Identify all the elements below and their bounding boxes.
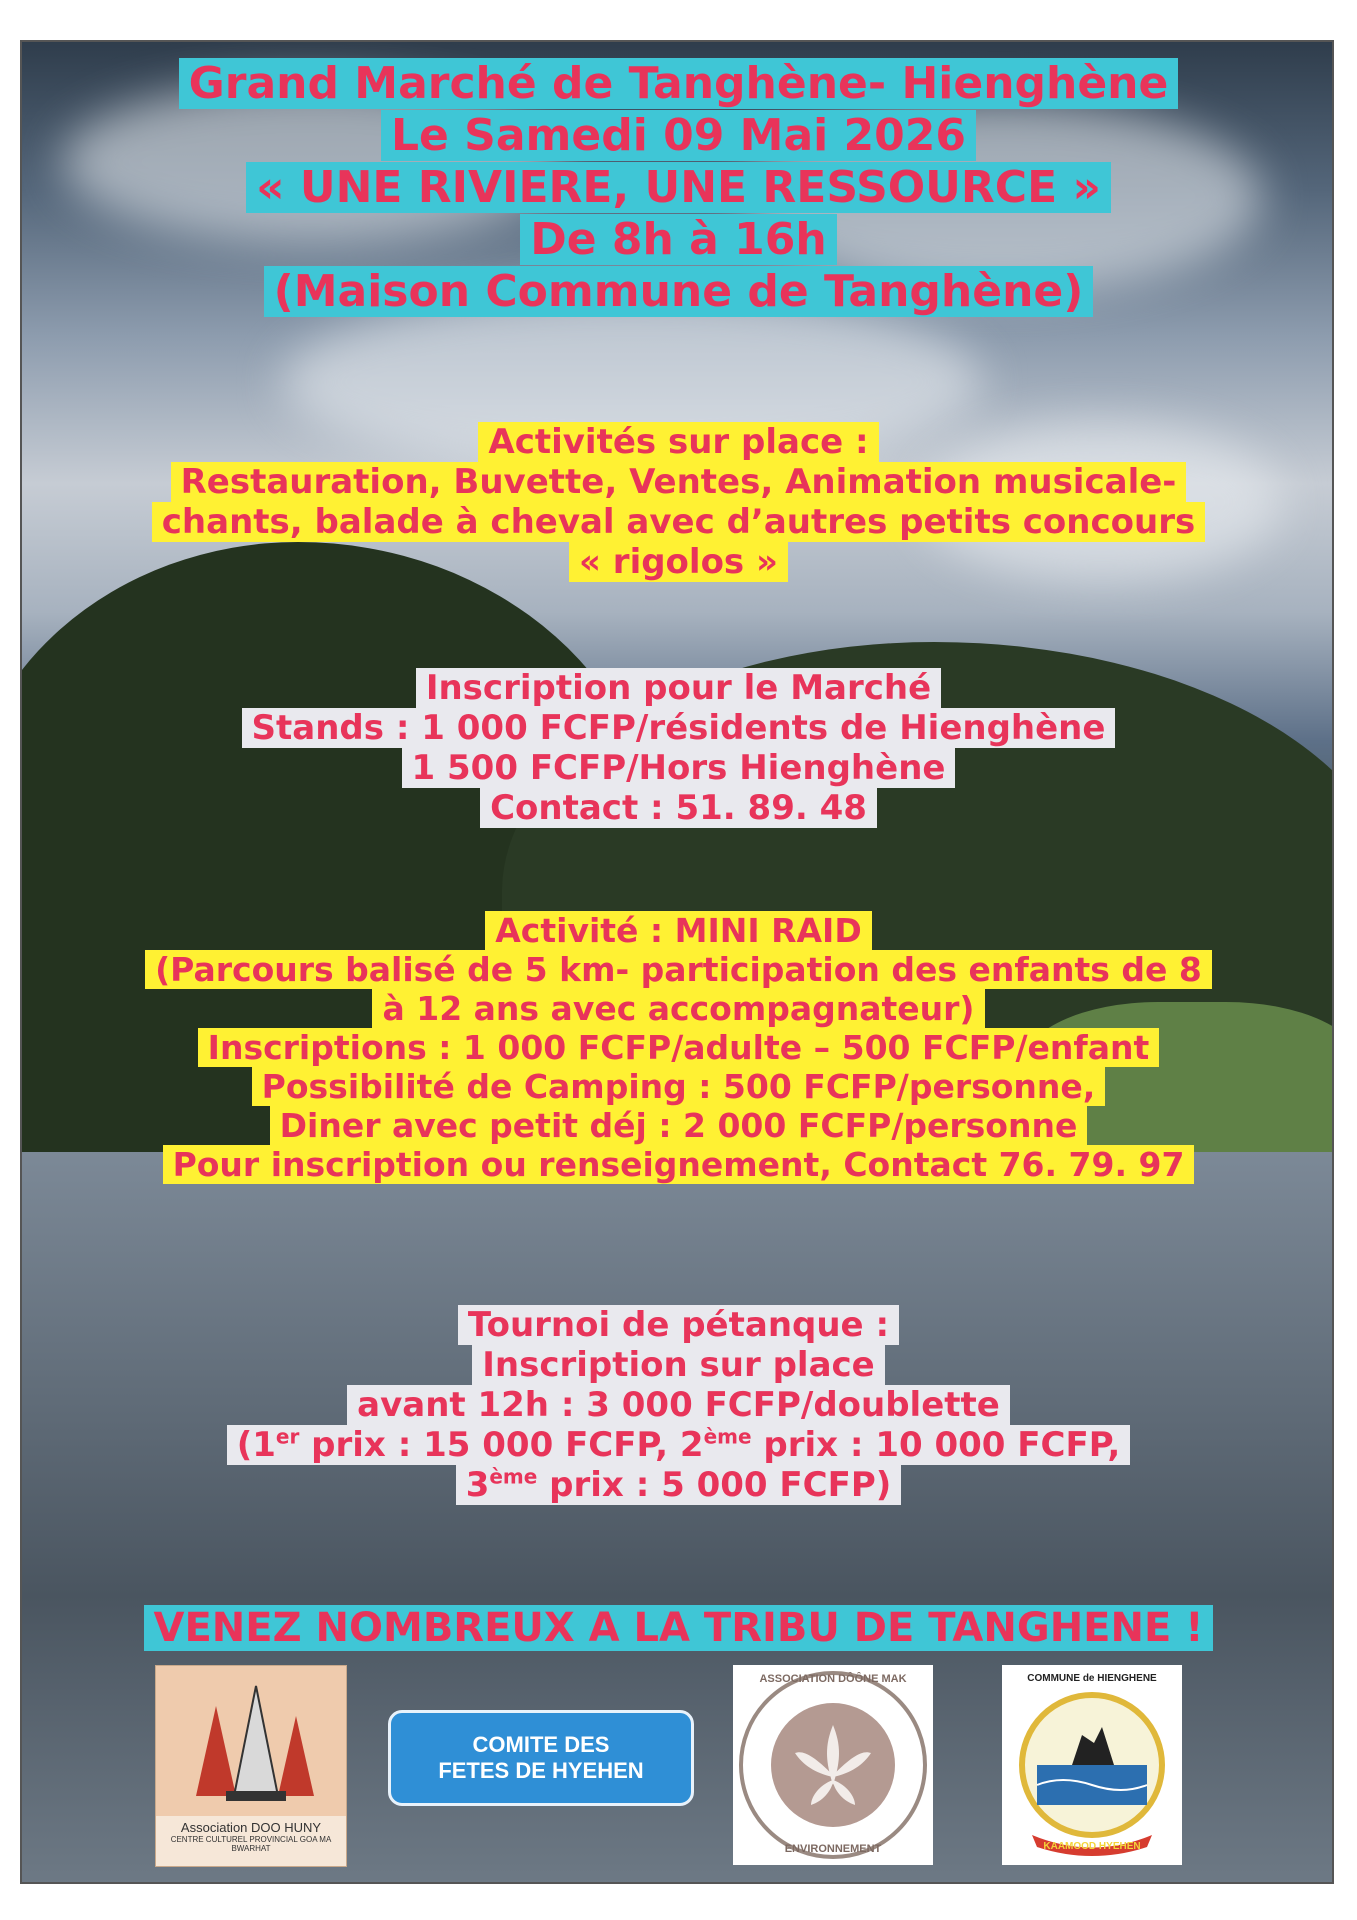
raid-heading: Activité : MINI RAID: [485, 911, 871, 950]
event-venue: (Maison Commune de Tanghène): [264, 266, 1094, 317]
raid-line: Possibilité de Camping : 500 FCFP/personne,: [252, 1067, 1106, 1106]
market-line: Stands : 1 000 FCFP/résidents de Hienghène: [242, 708, 1116, 748]
commune-top-text: COMMUNE de HIENGHENE: [1027, 1673, 1157, 1684]
petanque-heading: Tournoi de pétanque :: [458, 1305, 899, 1345]
doo-huny-name: Association DOO HUNY: [180, 1820, 322, 1835]
prize-text: prix : 15 000 FCFP, 2: [299, 1425, 704, 1466]
raid-block: [0, 912, 1357, 1185]
comite-line: FETES DE HYEHEN: [438, 1758, 644, 1783]
petanque-line: avant 12h : 3 000 FCFP/doublette: [347, 1385, 1010, 1425]
raid-line: Inscriptions : 1 000 FCFP/adulte – 500 FCFP/enfant: [198, 1028, 1160, 1067]
prize-text: 3: [465, 1465, 490, 1506]
prize-sup: ème: [703, 1425, 752, 1449]
prize-text: (1: [236, 1425, 276, 1466]
comite-line: COMITE DES: [472, 1732, 610, 1757]
doone-bottom-text: ENVIRONNEMENT: [784, 1843, 882, 1855]
market-block: [0, 668, 1357, 828]
event-date: Le Samedi 09 Mai 2026: [381, 110, 976, 161]
activities-block: [0, 422, 1357, 582]
slogan-block: [0, 1605, 1357, 1652]
doo-huny-logo: [155, 1665, 347, 1867]
prize-text: prix : 5 000 FCFP): [537, 1465, 892, 1506]
market-line: 1 500 FCFP/Hors Hienghène: [402, 748, 956, 788]
doo-huny-emblem-icon: [156, 1666, 346, 1816]
activities-line: « rigolos »: [569, 542, 788, 582]
activities-heading: Activités sur place :: [478, 422, 878, 462]
market-contact: Contact : 51. 89. 48: [480, 788, 877, 828]
activities-line: Restauration, Buvette, Ventes, Animation musicale-: [171, 462, 1187, 502]
petanque-block: [0, 1305, 1357, 1506]
raid-line: (Parcours balisé de 5 km- participation des enfants de 8: [145, 950, 1212, 989]
raid-contact: Pour inscription ou renseignement, Contact 76. 79. 97: [163, 1145, 1195, 1184]
commune-bottom-text: KAAMOOD HYEHEN: [1043, 1841, 1141, 1852]
commune-emblem-icon: [1002, 1665, 1182, 1865]
market-heading: Inscription pour le Marché: [416, 668, 941, 708]
logos-row: [0, 1665, 1357, 1865]
raid-line: Diner avec petit déj : 2 000 FCFP/personne: [270, 1106, 1088, 1145]
prize-sup: er: [275, 1425, 300, 1449]
commune-hienghene-logo: [1002, 1665, 1182, 1865]
event-theme: « UNE RIVIERE, UNE RESSOURCE »: [246, 162, 1111, 213]
header-block: [0, 58, 1357, 318]
raid-line: à 12 ans avec accompagnateur): [372, 989, 984, 1028]
petanque-prizes: [227, 1425, 1131, 1465]
doone-top-text: ASSOCIATION DÔÔNE MAK: [759, 1673, 907, 1685]
event-title: Grand Marché de Tanghène- Hienghène: [179, 58, 1179, 109]
slogan: VENEZ NOMBREUX A LA TRIBU DE TANGHENE !: [144, 1605, 1214, 1651]
doone-mak-logo: [733, 1665, 933, 1865]
prize-sup: ème: [489, 1465, 538, 1490]
doo-huny-sub: CENTRE CULTUREL PROVINCIAL GOA MA BWARHAT: [170, 1835, 332, 1853]
petanque-line: Inscription sur place: [472, 1345, 885, 1385]
activities-line: chants, balade à cheval avec d’autres petits concours: [152, 502, 1205, 542]
event-hours: De 8h à 16h: [520, 214, 837, 265]
leaf-emblem-icon: [733, 1665, 933, 1865]
prize-text: prix : 10 000 FCFP,: [751, 1425, 1121, 1466]
comite-des-fetes-logo: [388, 1710, 694, 1806]
petanque-prize3: [456, 1465, 902, 1505]
